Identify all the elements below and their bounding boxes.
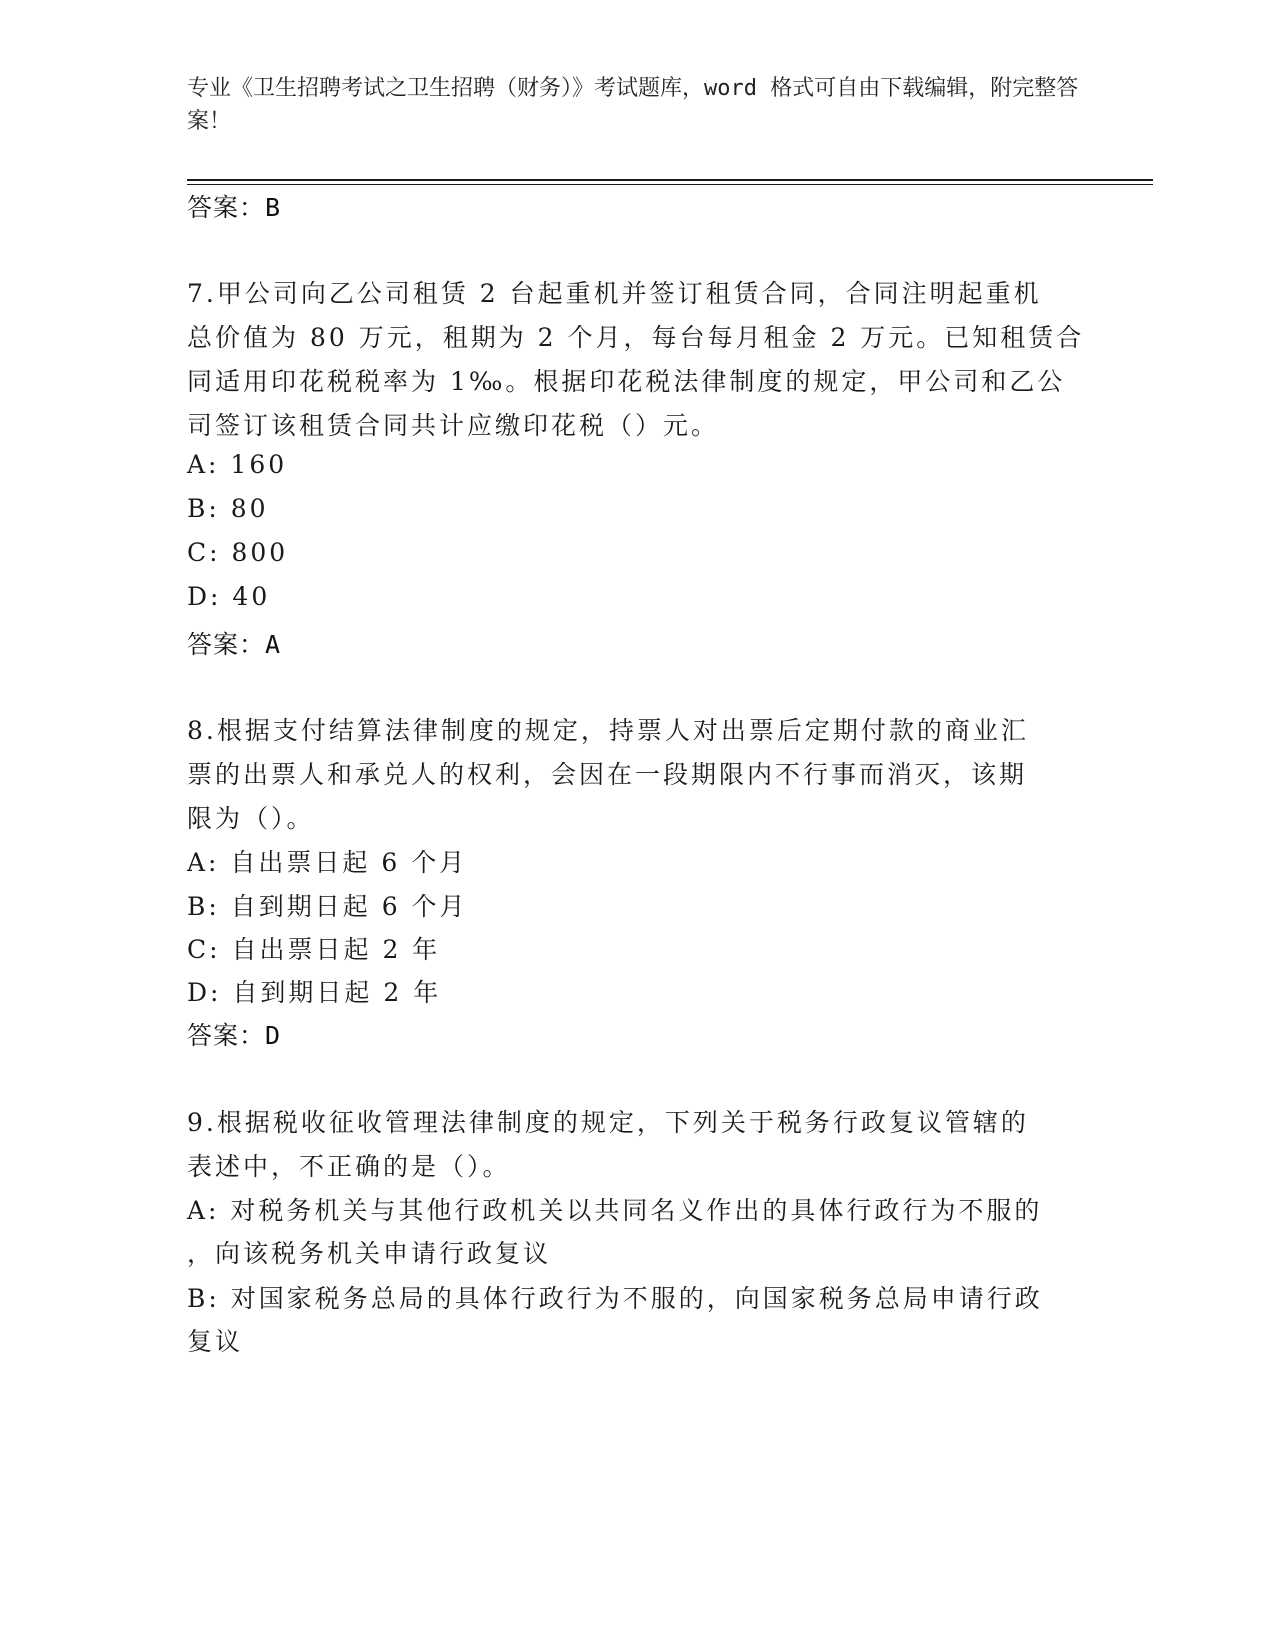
q9-option-a-line-2: ，向该税务机关申请行政复议 bbox=[187, 1239, 552, 1268]
header-divider-thin bbox=[187, 184, 1153, 185]
q9-option-b-line-1: B: 对国家税务总局的具体行政行为不服的，向国家税务总局申请行政 bbox=[187, 1284, 1043, 1313]
document-header: 专业《卫生招聘考试之卫生招聘（财务）》考试题库，word 格式可自由下载编辑，附完整答案！ bbox=[187, 76, 1079, 134]
q8-stem-line-2: 票的出票人和承兑人的权利，会因在一段期限内不行事而消灭，该期 bbox=[187, 760, 1028, 789]
q9-stem-line-2: 表述中，不正确的是（）。 bbox=[187, 1152, 511, 1181]
q7-stem-line-1: 7.甲公司向乙公司租赁 2 台起重机并签订租赁合同，合同注明起重机 bbox=[187, 279, 1042, 308]
q7-option-d: D: 40 bbox=[187, 582, 271, 611]
q7-option-c: C: 800 bbox=[187, 538, 289, 567]
q8-option-d: D: 自到期日起 2 年 bbox=[187, 978, 442, 1007]
q7-answer: 答案：A bbox=[187, 630, 282, 659]
q7-stem-line-3: 同适用印花税税率为 1‰。根据印花税法律制度的规定，甲公司和乙公 bbox=[187, 367, 1066, 396]
header-divider-thick bbox=[187, 179, 1153, 181]
q8-stem-line-3: 限为（）。 bbox=[187, 804, 315, 833]
q9-option-b-line-2: 复议 bbox=[187, 1327, 244, 1356]
q7-stem-line-4: 司签订该租赁合同共计应缴印花税（）元。 bbox=[187, 411, 720, 440]
q9-stem-line-1: 9.根据税收征收管理法律制度的规定，下列关于税务行政复议管辖的 bbox=[187, 1108, 1029, 1137]
q8-answer: 答案：D bbox=[187, 1021, 282, 1050]
q8-option-c: C: 自出票日起 2 年 bbox=[187, 935, 441, 964]
q8-option-a: A: 自出票日起 6 个月 bbox=[187, 848, 468, 877]
q7-option-b: B: 80 bbox=[187, 494, 269, 523]
q7-option-a: A: 160 bbox=[187, 450, 288, 479]
q8-stem-line-1: 8.根据支付结算法律制度的规定，持票人对出票后定期付款的商业汇 bbox=[187, 716, 1029, 745]
q7-stem-line-2: 总价值为 80 万元，租期为 2 个月，每台每月租金 2 万元。已知租赁合 bbox=[187, 323, 1085, 352]
q8-option-b: B: 自到期日起 6 个月 bbox=[187, 892, 468, 921]
q9-option-a-line-1: A: 对税务机关与其他行政机关以共同名义作出的具体行政行为不服的 bbox=[187, 1196, 1043, 1225]
answer-previous: 答案：B bbox=[187, 193, 282, 222]
